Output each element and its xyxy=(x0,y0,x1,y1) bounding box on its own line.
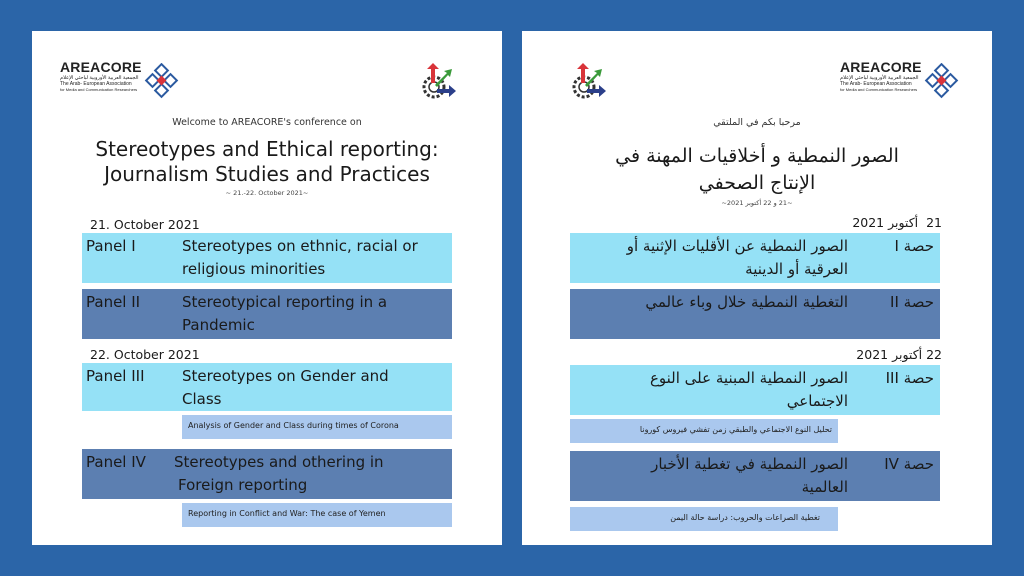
conference-title xyxy=(522,143,992,197)
panel-4 xyxy=(570,451,940,501)
panel-title-line1: Stereotypical reporting in a xyxy=(182,293,388,311)
panel-title xyxy=(627,235,848,281)
title-line2: الإنتاج الصحفي xyxy=(698,172,816,194)
welcome-text: مرحبا بكم في الملتقي xyxy=(713,117,801,128)
panel-title-line2: Class xyxy=(182,390,222,408)
panel-title-line2: الاجتماعي xyxy=(786,392,848,410)
panel-label: Panel III xyxy=(86,367,145,385)
panel-title-line1: التغطية النمطية خلال وباء عالمي xyxy=(645,293,848,311)
title-line1: Stereotypes and Ethical reporting: xyxy=(95,137,439,161)
subtopic-text: تحليل النوع الاجتماعي والطبقي زمن تفشي فيروس كورونا xyxy=(639,425,832,434)
panel-4-subtopic xyxy=(570,507,838,531)
areacore-diamond-logo-icon xyxy=(924,63,962,101)
subtopic-text: Analysis of Gender and Class during times of Corona xyxy=(188,421,399,430)
english-page xyxy=(32,31,502,545)
logo-title: AREACORE xyxy=(60,59,142,75)
panel-title-line2: العرقية أو الدينية xyxy=(745,260,848,278)
panel-title-line1: الصور النمطية المبنية على النوع xyxy=(649,369,848,387)
panel-label: Panel II xyxy=(86,293,141,311)
logo-title: AREACORE xyxy=(840,59,922,75)
panel-title-line2: Pandemic xyxy=(182,316,255,334)
panel-title xyxy=(651,453,848,499)
day1-month: أكتوبر 2021 xyxy=(852,215,919,230)
areacore-diamond-logo-icon xyxy=(144,63,182,101)
logo-english-line2: for Media and Communication Researchers xyxy=(840,87,918,92)
title-line1: الصور النمطية و أخلاقيات المهنة في xyxy=(615,145,899,167)
panel-3-subtopic xyxy=(182,415,452,439)
day2-date: 22. October 2021 xyxy=(90,347,200,362)
panel-title-line1: Stereotypes and othering in xyxy=(174,453,384,471)
panel-title xyxy=(182,291,387,337)
day1-date: 21. October 2021 xyxy=(90,217,200,232)
panel-label: حصة IV xyxy=(884,455,934,473)
panel-title xyxy=(182,235,418,281)
panel-1 xyxy=(82,233,452,283)
panel-title-line1: الصور النمطية عن الأقليات الإثنية أو xyxy=(626,237,848,255)
panel-label: Panel IV xyxy=(86,453,146,471)
logo-arabic-name: الجمعية العربية الأوروبية لباحثي الإعلام xyxy=(60,75,139,81)
conference-dates: ~21 و 22 أكتوبر 2021~ xyxy=(721,199,793,207)
logo-arabic-name: الجمعية العربية الأوروبية لباحثي الإعلام xyxy=(840,75,919,81)
welcome-text: Welcome to AREACORE's conference on xyxy=(172,117,362,128)
panel-2 xyxy=(82,289,452,339)
panel-title-line1: Stereotypes on Gender and xyxy=(182,367,389,385)
panel-label: حصة I xyxy=(894,237,934,255)
panel-title-line1: الصور النمطية في تغطية الأخبار xyxy=(651,455,848,473)
panel-3 xyxy=(82,363,452,411)
arrows-gear-logo-icon xyxy=(567,61,609,103)
arabic-page xyxy=(522,31,992,545)
logo-english-line2: for Media and Communication Researchers xyxy=(60,87,138,92)
panel-title xyxy=(645,291,848,314)
conference-dates: ~ 21.-22. October 2021~ xyxy=(225,189,309,197)
panel-1 xyxy=(570,233,940,283)
logo-english-line1: The Arab- European Association xyxy=(60,81,132,87)
panel-label: Panel I xyxy=(86,237,136,255)
panel-2 xyxy=(570,289,940,339)
panel-label: حصة III xyxy=(885,369,934,387)
title-line2: Journalism Studies and Practices xyxy=(104,162,430,186)
panel-title-line2: العالمية xyxy=(801,478,848,496)
panel-3 xyxy=(570,365,940,415)
panel-title xyxy=(650,367,848,413)
panel-title-line2: religious minorities xyxy=(182,260,326,278)
subtopic-text: Reporting in Conflict and War: The case of Yemen xyxy=(188,509,386,518)
panel-title-line1: Stereotypes on ethnic, racial or xyxy=(182,237,418,255)
conference-title xyxy=(32,137,502,187)
arrows-gear-logo-icon xyxy=(417,61,459,103)
day2-date: 22 أكتوبر 2021 xyxy=(856,347,942,362)
panel-title xyxy=(174,451,384,497)
day1-number: 21 xyxy=(926,215,942,230)
panel-label: حصة II xyxy=(890,293,934,311)
panel-4-subtopic xyxy=(182,503,452,527)
panel-title xyxy=(182,365,389,411)
panel-4 xyxy=(82,449,452,499)
subtopic-text: تغطية الصراعات والحروب: دراسة حالة اليمن xyxy=(670,513,820,522)
panel-3-subtopic xyxy=(570,419,838,443)
logo-english-line1: The Arab- European Association xyxy=(840,81,912,87)
panel-title-line2: Foreign reporting xyxy=(178,476,308,494)
day1-date xyxy=(812,215,942,230)
